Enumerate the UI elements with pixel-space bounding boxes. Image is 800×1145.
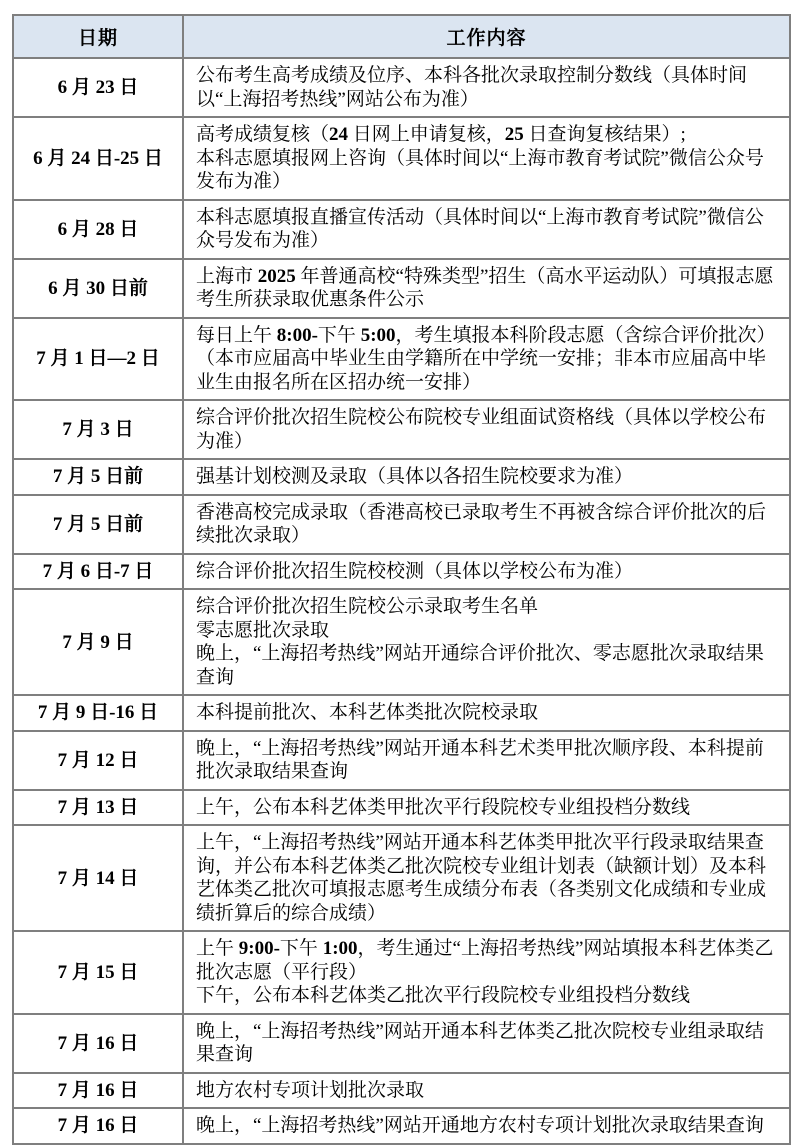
content-cell: 本科提前批次、本科艺体类批次院校录取 <box>183 695 790 731</box>
table-row <box>13 790 790 826</box>
date-cell: 7 月 3 日 <box>13 400 183 459</box>
table-row <box>13 495 790 554</box>
table-row <box>13 117 790 200</box>
schedule-table-body <box>13 58 790 1144</box>
content-cell: 香港高校完成录取（香港高校已录取考生不再被含综合评价批次的后续批次录取） <box>183 495 790 554</box>
date-cell: 7 月 5 日前 <box>13 495 183 554</box>
date-cell: 6 月 30 日前 <box>13 259 183 318</box>
date-cell: 7 月 13 日 <box>13 790 183 826</box>
date-cell: 7 月 16 日 <box>13 1108 183 1144</box>
date-cell: 6 月 28 日 <box>13 200 183 259</box>
content-cell: 上午，“上海招考热线”网站开通本科艺体类甲批次平行段录取结果查询，并公布本科艺体类乙批次院校专业组计划表（缺额计划）及本科艺体类乙批次可填报志愿考生成绩分布表（各类别文化成绩和专业成绩折算后的综合成绩） <box>183 825 790 931</box>
table-row <box>13 200 790 259</box>
date-cell: 7 月 1 日—2 日 <box>13 318 183 401</box>
content-cell: 综合评价批次招生院校公布院校专业组面试资格线（具体以学校公布为准） <box>183 400 790 459</box>
date-cell: 7 月 6 日-7 日 <box>13 554 183 590</box>
table-header-row <box>13 15 790 58</box>
date-cell: 7 月 5 日前 <box>13 459 183 495</box>
table-row <box>13 731 790 790</box>
date-cell: 6 月 24 日-25 日 <box>13 117 183 200</box>
content-cell: 晚上，“上海招考热线”网站开通本科艺术类甲批次顺序段、本科提前批次录取结果查询 <box>183 731 790 790</box>
content-cell: 公布考生高考成绩及位序、本科各批次录取控制分数线（具体时间以“上海招考热线”网站公布为准） <box>183 58 790 117</box>
column-header-work-content: 工作内容 <box>183 15 790 58</box>
table-row <box>13 825 790 931</box>
table-row <box>13 695 790 731</box>
table-row <box>13 1073 790 1109</box>
content-cell: 晚上，“上海招考热线”网站开通本科艺体类乙批次院校专业组录取结果查询 <box>183 1014 790 1073</box>
table-row <box>13 554 790 590</box>
content-cell: 每日上午 8:00-下午 5:00，考生填报本科阶段志愿（含综合评价批次）（本市应届高中毕业生由学籍所在中学统一安排；非本市应届高中毕业生由报名所在区招办统一安排） <box>183 318 790 401</box>
content-cell: 地方农村专项计划批次录取 <box>183 1073 790 1109</box>
table-row <box>13 318 790 401</box>
table-row <box>13 589 790 695</box>
content-cell: 上午，公布本科艺体类甲批次平行段院校专业组投档分数线 <box>183 790 790 826</box>
date-cell: 7 月 15 日 <box>13 931 183 1014</box>
content-cell: 上海市 2025 年普通高校“特殊类型”招生（高水平运动队）可填报志愿考生所获录取优惠条件公示 <box>183 259 790 318</box>
content-cell: 综合评价批次招生院校校测（具体以学校公布为准） <box>183 554 790 590</box>
table-row <box>13 459 790 495</box>
content-cell: 强基计划校测及录取（具体以各招生院校要求为准） <box>183 459 790 495</box>
date-cell: 6 月 23 日 <box>13 58 183 117</box>
date-cell: 7 月 16 日 <box>13 1073 183 1109</box>
content-cell: 本科志愿填报直播宣传活动（具体时间以“上海市教育考试院”微信公众号发布为准） <box>183 200 790 259</box>
table-row <box>13 259 790 318</box>
content-cell: 晚上，“上海招考热线”网站开通地方农村专项计划批次录取结果查询 <box>183 1108 790 1144</box>
content-cell: 高考成绩复核（24 日网上申请复核，25 日查询复核结果）; 本科志愿填报网上咨询（具体时间以“上海市教育考试院”微信公众号发布为准） <box>183 117 790 200</box>
column-header-date: 日期 <box>13 15 183 58</box>
date-cell: 7 月 16 日 <box>13 1014 183 1073</box>
date-cell: 7 月 9 日 <box>13 589 183 695</box>
table-row <box>13 931 790 1014</box>
date-cell: 7 月 14 日 <box>13 825 183 931</box>
table-row <box>13 58 790 117</box>
content-cell: 上午 9:00-下午 1:00，考生通过“上海招考热线”网站填报本科艺体类乙批次志愿（平行段） 下午，公布本科艺体类乙批次平行段院校专业组投档分数线 <box>183 931 790 1014</box>
date-cell: 7 月 9 日-16 日 <box>13 695 183 731</box>
date-cell: 7 月 12 日 <box>13 731 183 790</box>
schedule-table <box>12 14 791 1145</box>
table-row <box>13 1014 790 1073</box>
table-row <box>13 400 790 459</box>
table-row <box>13 1108 790 1144</box>
content-cell: 综合评价批次招生院校公示录取考生名单 零志愿批次录取 晚上，“上海招考热线”网站开通综合评价批次、零志愿批次录取结果查询 <box>183 589 790 695</box>
